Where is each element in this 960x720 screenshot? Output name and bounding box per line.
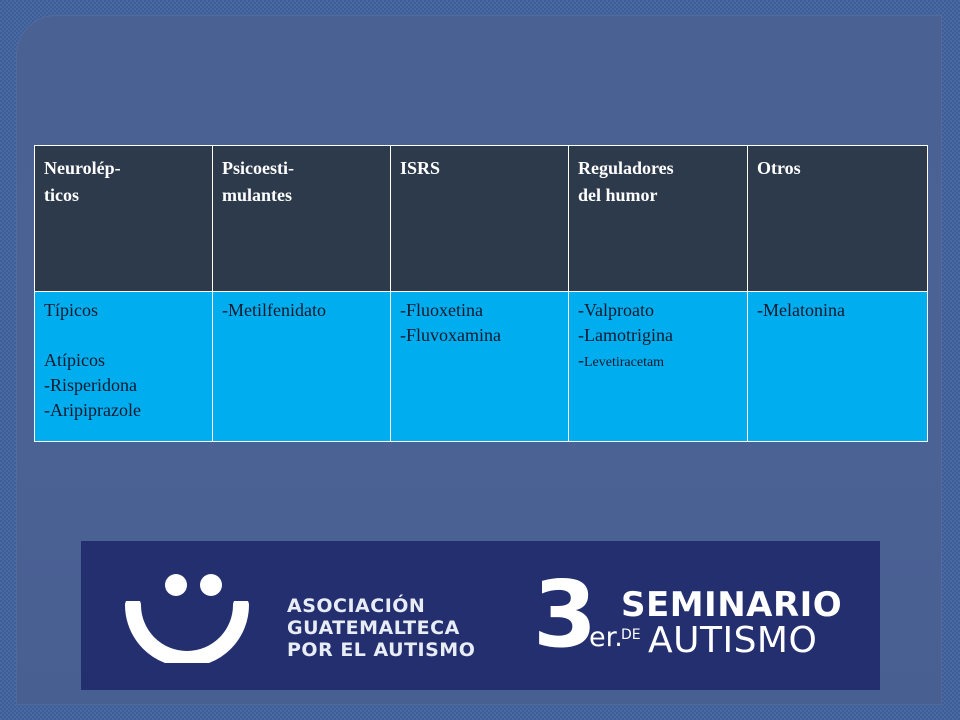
seminar-de: DE bbox=[621, 627, 641, 643]
header-text: del humor bbox=[578, 185, 658, 205]
header-text: ticos bbox=[44, 185, 79, 205]
header-text: Neurolép- bbox=[44, 158, 121, 178]
cell-neurolepticos bbox=[35, 292, 213, 442]
drug-item: -Aripiprazole bbox=[44, 400, 141, 420]
header-text: Otros bbox=[757, 158, 801, 178]
drug-item-levetiracetam bbox=[578, 348, 738, 375]
header-text: Reguladores bbox=[578, 158, 674, 178]
header-isrs bbox=[391, 146, 569, 292]
drug-item: -Metilfenidato bbox=[222, 300, 326, 320]
drug-item: -Risperidona bbox=[44, 375, 137, 395]
drug-item: -Fluvoxamina bbox=[400, 325, 501, 345]
drug-prefix: - bbox=[578, 350, 584, 370]
drug-item: -Fluoxetina bbox=[400, 300, 483, 320]
header-otros bbox=[748, 146, 928, 292]
seminar-title: SEMINARIO bbox=[621, 585, 843, 625]
cell-otros bbox=[748, 292, 928, 442]
org-line: POR EL AUTISMO bbox=[287, 639, 476, 661]
seminar-topic: AUTISMO bbox=[648, 620, 818, 661]
seminar-number: 3 bbox=[533, 561, 598, 668]
drug-name: Levetiracetam bbox=[584, 355, 665, 370]
organization-name bbox=[287, 595, 475, 661]
header-neurolepticos bbox=[35, 146, 213, 292]
org-line: ASOCIACIÓN bbox=[287, 595, 426, 617]
header-psicoestimulantes bbox=[213, 146, 391, 292]
drug-item: -Lamotrigina bbox=[578, 325, 673, 345]
typical-label: Típicos bbox=[44, 300, 98, 320]
header-reguladores bbox=[569, 146, 748, 292]
smiley-mouth-icon bbox=[125, 601, 249, 663]
seminar-banner bbox=[81, 541, 880, 690]
drug-item: -Valproato bbox=[578, 300, 654, 320]
smiley-right-eye-icon bbox=[200, 574, 222, 596]
table-header-row bbox=[35, 146, 928, 292]
header-text: mulantes bbox=[222, 185, 293, 205]
header-text: ISRS bbox=[400, 158, 441, 178]
table-row bbox=[35, 292, 928, 442]
smiley-left-eye-icon bbox=[165, 574, 187, 596]
cell-reguladores bbox=[569, 292, 748, 442]
cell-psicoestimulantes bbox=[213, 292, 391, 442]
atypical-label: Atípicos bbox=[44, 350, 105, 370]
seminar-ordinal: er. bbox=[589, 622, 623, 653]
org-line: GUATEMALTECA bbox=[287, 617, 460, 639]
medication-table bbox=[34, 145, 928, 442]
header-text: Psicoesti- bbox=[222, 158, 294, 178]
drug-item: -Melatonina bbox=[757, 300, 845, 320]
cell-spacer bbox=[44, 323, 203, 348]
cell-isrs bbox=[391, 292, 569, 442]
